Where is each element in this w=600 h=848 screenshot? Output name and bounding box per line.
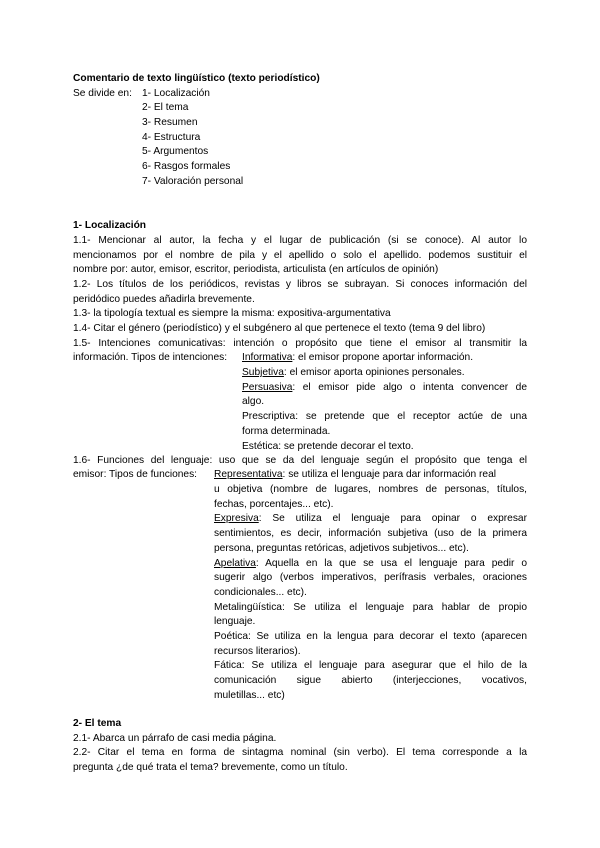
outline-item: 5- Argumentos	[142, 146, 209, 157]
section-2-heading: 2- El tema	[73, 718, 122, 729]
function-metalinguistica: Metalingüística: Se utiliza el lenguaje para hablar de propio	[214, 601, 527, 613]
outline-item: 3- Resumen	[142, 117, 198, 128]
outline-item: 7- Valoración personal	[142, 176, 244, 187]
paragraph-2-1: 2.1- Abarca un párrafo de casi media página.	[73, 733, 277, 744]
paragraph-1-2: 1.2- Los títulos de los periódicos, revistas y libros se subrayan. Si conoces información del peridódico puedes añadirla brevemente.	[73, 279, 527, 305]
paragraph-1-4: 1.4- Citar el género (periodístico) y el subgénero al que pertenece el texto (tema 9 del libro)	[73, 323, 486, 334]
paragraph-2-2: 2.2- Citar el tema en forma de sintagma nominal (sin verbo). El tema corresponde a la pregunta ¿de qué trata el tema? brevemente, como un título.	[73, 747, 527, 773]
paragraph-1-5: 1.5- Intenciones comunicativas: intención o propósito que tiene el emisor al transmitir la	[73, 338, 527, 349]
divide-label: Se divide en:	[73, 88, 132, 99]
intention-persuasiva: Persuasiva: el emisor pide algo o intenta convencer de	[242, 381, 527, 393]
intention-prescriptiva: Prescriptiva: se pretende que el receptor actúe de una	[242, 411, 527, 423]
outline-item: 6- Rasgos formales	[142, 161, 231, 172]
intentions-list: Subjetiva: el emisor aporta opiniones personales. Persuasiva: el emisor pide algo o intenta convencer de algo. Prescriptiva: se pretende que el receptor actúe de una forma determinada. Estética: se pretende decorar el texto.	[242, 366, 527, 454]
function-apelativa: Apelativa: Aquella en la que se usa el lenguaje para pedir o	[214, 557, 527, 569]
outline-item: 1- Localización	[142, 88, 210, 99]
outline-item: 4- Estructura	[142, 132, 201, 143]
function-representativa: Representativa: se utiliza el lenguaje para dar información real	[214, 469, 497, 480]
document-title: Comentario de texto lingüístico (texto periodístico)	[73, 73, 320, 84]
function-fatica: Fática: Se utiliza el lenguaje para asegurar que el hilo de la	[214, 660, 527, 672]
intention-informativa: Informativa: el emisor propone aportar información.	[242, 352, 474, 363]
section-1-heading: 1- Localización	[73, 220, 147, 231]
paragraph-1-6: 1.6- Funciones del lenguaje: uso que se da del lenguaje según el propósito que tenga el	[73, 455, 527, 466]
functions-label: emisor: Tipos de funciones:	[73, 469, 198, 480]
function-poetica: Poética: Se utiliza en la lengua para decorar el texto (aparecen	[214, 631, 527, 643]
intention-subjetiva: Subjetiva: el emisor aporta opiniones personales.	[242, 367, 465, 378]
intention-estetica: Estética: se pretende decorar el texto.	[242, 440, 414, 452]
intentions-label: información. Tipos de intenciones:	[73, 352, 228, 363]
outline-item: 2- El tema	[142, 102, 189, 113]
functions-list: u objetiva (nombre de lugares, nombres de personas, títulos, fechas, porcentajes... etc). Expresiva: Se utiliza el lenguaje para opinar o expresar sentimientos, es decir, información subjetiva (uso de la primera persona, preguntas retóricas, adjetivos subjetivos... etc). Apelativa: Aquella en la que se usa el lenguaje para pedir o sugerir algo (verbos imperativos, perífrasis verbales, oraciones condicionales... etc). Metalingüística: Se utiliza el lenguaje para hablar de propio lenguaje. Poética: Se utiliza en la lengua para decorar el texto (aparecen recursos literarios). Fática: Se utiliza el lenguaje para asegurar que el hilo de la comunicación sigue abierto (interjecciones, vocativos, muletillas... etc)	[214, 484, 527, 701]
paragraph-1-1: 1.1- Mencionar al autor, la fecha y el lugar de publicación (si se conoce). Al autor lo mencionamos por el nombre de pila y el apellido o solo el apellido. podemos sustituir el nombre por: autor, emisor, escritor, periodista, articulista (en artículos de opinión)	[73, 235, 527, 276]
paragraph-1-3: 1.3- la tipología textual es siempre la misma: expositiva-argumentativa	[73, 308, 391, 319]
function-expresiva: Expresiva: Se utiliza el lenguaje para opinar o expresar	[214, 513, 527, 525]
